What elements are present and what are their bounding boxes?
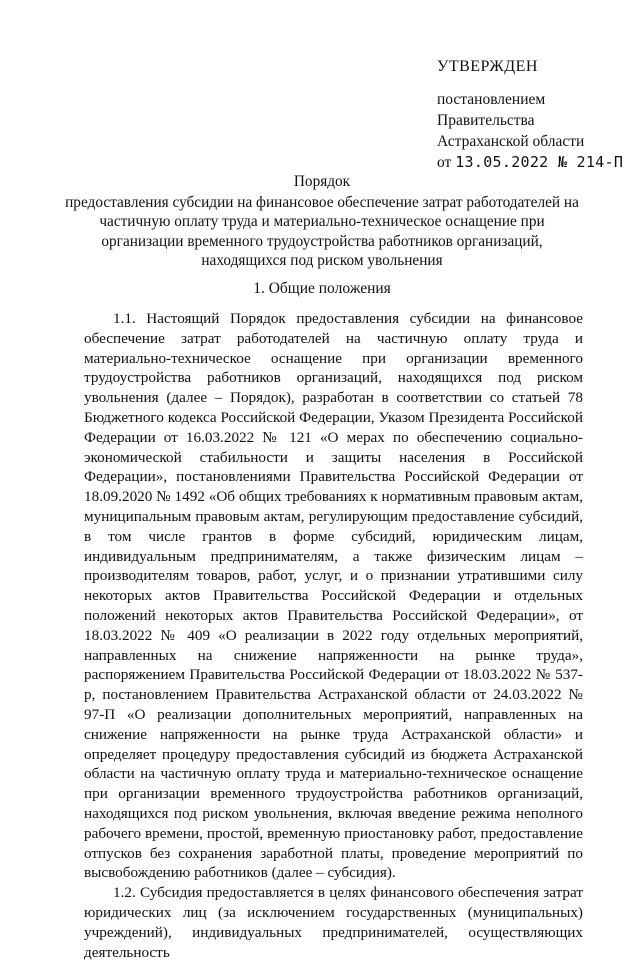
paragraph-1-1: 1.1. Настоящий Порядок предоставления субсидии на финансовое обеспечение затрат работодателей на частичную оплату труда и материально-техническое оснащение при организации временного трудоустройства работников организаций, находящихся под риском увольнения (далее – Порядок), разработан в соответствии со статьей 78 Бюджетного кодекса Российской Федерации, Указом Президента Российской Федерации от 16.03.2022 № 121 «О мерах по обеспечению социально-экономической стабильности и защиты населения в Российской Федерации», постановлениями Правительства Российской Федерации от 18.09.2020 № 1492 «Об общих требованиях к нормативным правовым актам, муниципальным правовым актам, регулирующим предоставление субсидий, в том числе грантов в форме субсидий, юридическим лицам, индивидуальным предпринимателям, а также физическим лицам – производителям товаров, работ, услуг, и о признании утратившими силу некоторых актов Правительства Российской Федерации и отдельных положений некоторых актов Правительства Российской Федерации», от 18.03.2022 № 409 «О реализации в 2022 году отдельных мероприятий, направленных на снижение напряженности на рынке труда», распоряжением Правительства Российской Федерации от 18.03.2022 № 537-р, постановлением Правительства Астраханской области от 24.03.2022 № 97-П «О реализации дополнительных мероприятий, направленных на снижение напряженности на рынке труда Астраханской области» и определяет процедуру предоставления субсидий из бюджета Астраханской области на частичную оплату труда и материально-техническое оснащение при организации временного трудоустройства работников организаций, находящихся под риском увольнения, включая введение режима неполного рабочего времени, простой, временную приостановку работ, предоставление отпусков без сохранения заработной платы, проведение мероприятий по высвобождению работников (далее – субсидия). — [84, 310, 583, 882]
document-subtitle: предоставления субсидии на финансовое обеспечение затрат работодателей на частичную оплату труда и материально-техническое оснащение при организации временного трудоустройства работников организаций, находящихся под риском увольнения — [65, 193, 579, 269]
approval-line-2: Правительства — [437, 112, 535, 129]
document-body — [84, 309, 583, 962]
approval-date-line — [437, 152, 632, 173]
approval-date-stamp: 13.05.2022 № 214-П — [455, 153, 624, 171]
approval-line-3: Астраханской области — [437, 133, 585, 150]
paragraph-1-2: 1.2. Субсидия предоставляется в целях финансового обеспечения затрат юридических лиц (за исключением государственных (муниципальных) учреждений), индивидуальных предпринимателей, осуществляющих деятельность — [84, 884, 583, 961]
document-title: Порядок — [293, 173, 351, 190]
approval-line-1: постановлением — [437, 91, 546, 108]
approval-heading: УТВЕРЖДЕН — [437, 58, 538, 75]
approval-date-prefix: от — [437, 154, 452, 171]
approval-block — [437, 56, 632, 173]
section-title: 1. Общие положения — [253, 280, 391, 297]
document-title-block — [58, 172, 586, 271]
